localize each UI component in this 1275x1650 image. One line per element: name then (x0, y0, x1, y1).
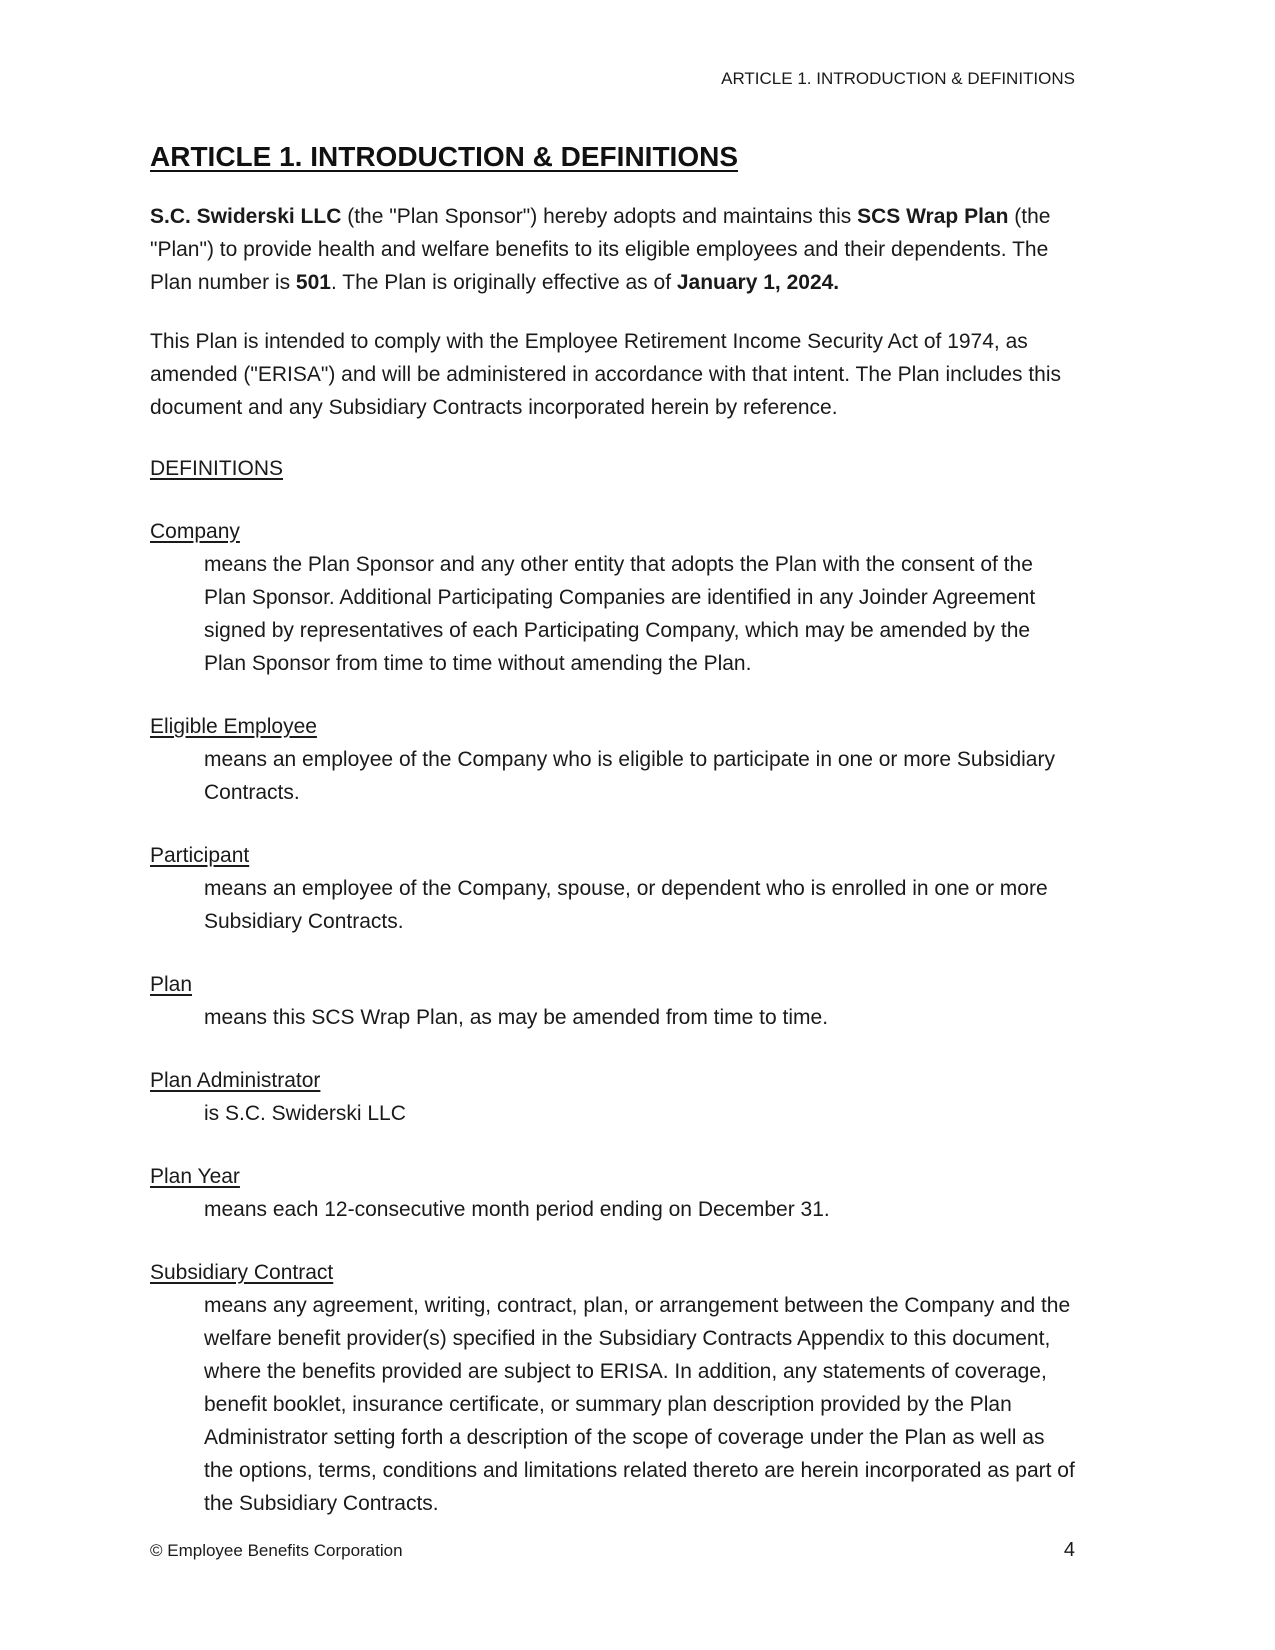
definition-plan-administrator (150, 1064, 1075, 1130)
article-title: ARTICLE 1. INTRODUCTION & DEFINITIONS (150, 141, 738, 172)
intro-paragraph: S.C. Swiderski LLC (the "Plan Sponsor") hereby adopts and maintains this SCS Wrap Plan (the "Plan") to provide health and welfare benefits to its eligible employees and their dependents. The Plan number is 501. The Plan is originally effective as of January 1, 2024. (150, 205, 1051, 294)
definition-subsidiary-contract (150, 1256, 1075, 1520)
definition-term: Subsidiary Contract (150, 1261, 334, 1284)
definition-text: is S.C. Swiderski LLC (204, 1102, 406, 1125)
definition-term: Eligible Employee (150, 715, 317, 738)
definition-text: means any agreement, writing, contract, plan, or arrangement between the Company and the welfare benefit provider(s) specified in the Subsidiary Contracts Appendix to this document, where the benefits provided are subject to ERISA. In addition, any statements of coverage, benefit booklet, insurance certificate, or summary plan description provided by the Plan Administrator setting forth a description of the scope of coverage under the Plan as well as the options, terms, conditions and limitations related thereto are herein incorporated as part of the Subsidiary Contracts. (204, 1294, 1075, 1515)
footer-copyright: © Employee Benefits Corporation (150, 1541, 403, 1560)
definition-term: Plan (150, 973, 193, 996)
definition-text: means this SCS Wrap Plan, as may be amended from time to time. (204, 1006, 829, 1029)
erisa-paragraph: This Plan is intended to comply with the Employee Retirement Income Security Act of 1974, as amended ("ERISA") and will be administered in accordance with that intent. The Plan includes this document and any Subsidiary Contracts incorporated herein by reference. (150, 330, 1062, 419)
definition-term: Plan Year (150, 1165, 240, 1188)
page-footer (150, 1538, 1075, 1562)
definition-eligible-employee (150, 710, 1075, 809)
footer-page-number: 4 (1063, 1539, 1075, 1561)
definition-text: means the Plan Sponsor and any other entity that adopts the Plan with the consent of the Plan Sponsor. Additional Participating Companies are identified in any Joinder Agreement signed by representatives of each Participating Company, which may be amended by the Plan Sponsor from time to time without amending the Plan. (204, 553, 1036, 675)
definition-company (150, 515, 1075, 680)
definition-text: means each 12-consecutive month period ending on December 31. (204, 1198, 830, 1221)
definition-term: Plan Administrator (150, 1069, 321, 1092)
definition-term: Participant (150, 844, 250, 867)
definition-term: Company (150, 520, 240, 543)
definition-plan-year (150, 1160, 1075, 1226)
running-header: ARTICLE 1. INTRODUCTION & DEFINITIONS (721, 69, 1075, 88)
definition-text: means an employee of the Company who is eligible to participate in one or more Subsidiary Contracts. (204, 748, 1055, 804)
definition-participant (150, 839, 1075, 938)
definitions-heading: DEFINITIONS (150, 457, 284, 480)
definition-plan (150, 968, 1075, 1034)
definition-text: means an employee of the Company, spouse, or dependent who is enrolled in one or more Subsidiary Contracts. (204, 877, 1048, 933)
